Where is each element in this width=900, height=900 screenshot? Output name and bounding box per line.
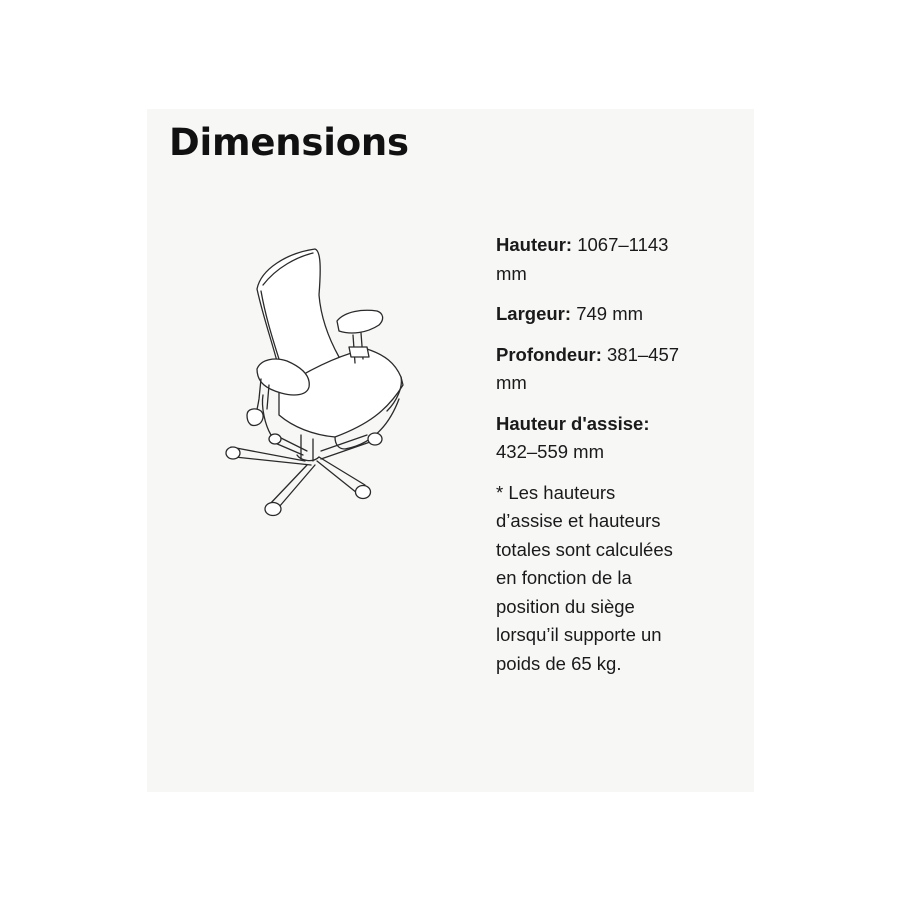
spec-label: Hauteur d'assise: xyxy=(496,412,650,434)
spec-label: Hauteur: xyxy=(496,234,573,255)
office-chair-icon xyxy=(217,239,487,519)
spec-width xyxy=(496,300,686,329)
spec-value: 1067–1143 mm xyxy=(496,234,669,284)
spec-value: 432–559 mm xyxy=(496,441,604,462)
dimensions-panel xyxy=(147,109,754,792)
dimensions-list xyxy=(496,231,686,678)
spec-depth xyxy=(496,341,686,398)
spec-height xyxy=(496,231,686,288)
page-title: Dimensions xyxy=(169,121,409,164)
spec-value: 749 mm xyxy=(576,303,644,324)
spec-label: Profondeur: xyxy=(496,343,602,365)
footnote: * Les hauteurs d’assise et hauteurs totales sont calculées en fonction de la position du siège lorsqu’il supporte un poids de 65 kg. xyxy=(496,481,673,674)
spec-value: 381–457 mm xyxy=(496,343,680,393)
chair-illustration xyxy=(217,239,487,519)
spec-label: Largeur: xyxy=(496,303,572,324)
spec-seat-height xyxy=(496,410,686,467)
